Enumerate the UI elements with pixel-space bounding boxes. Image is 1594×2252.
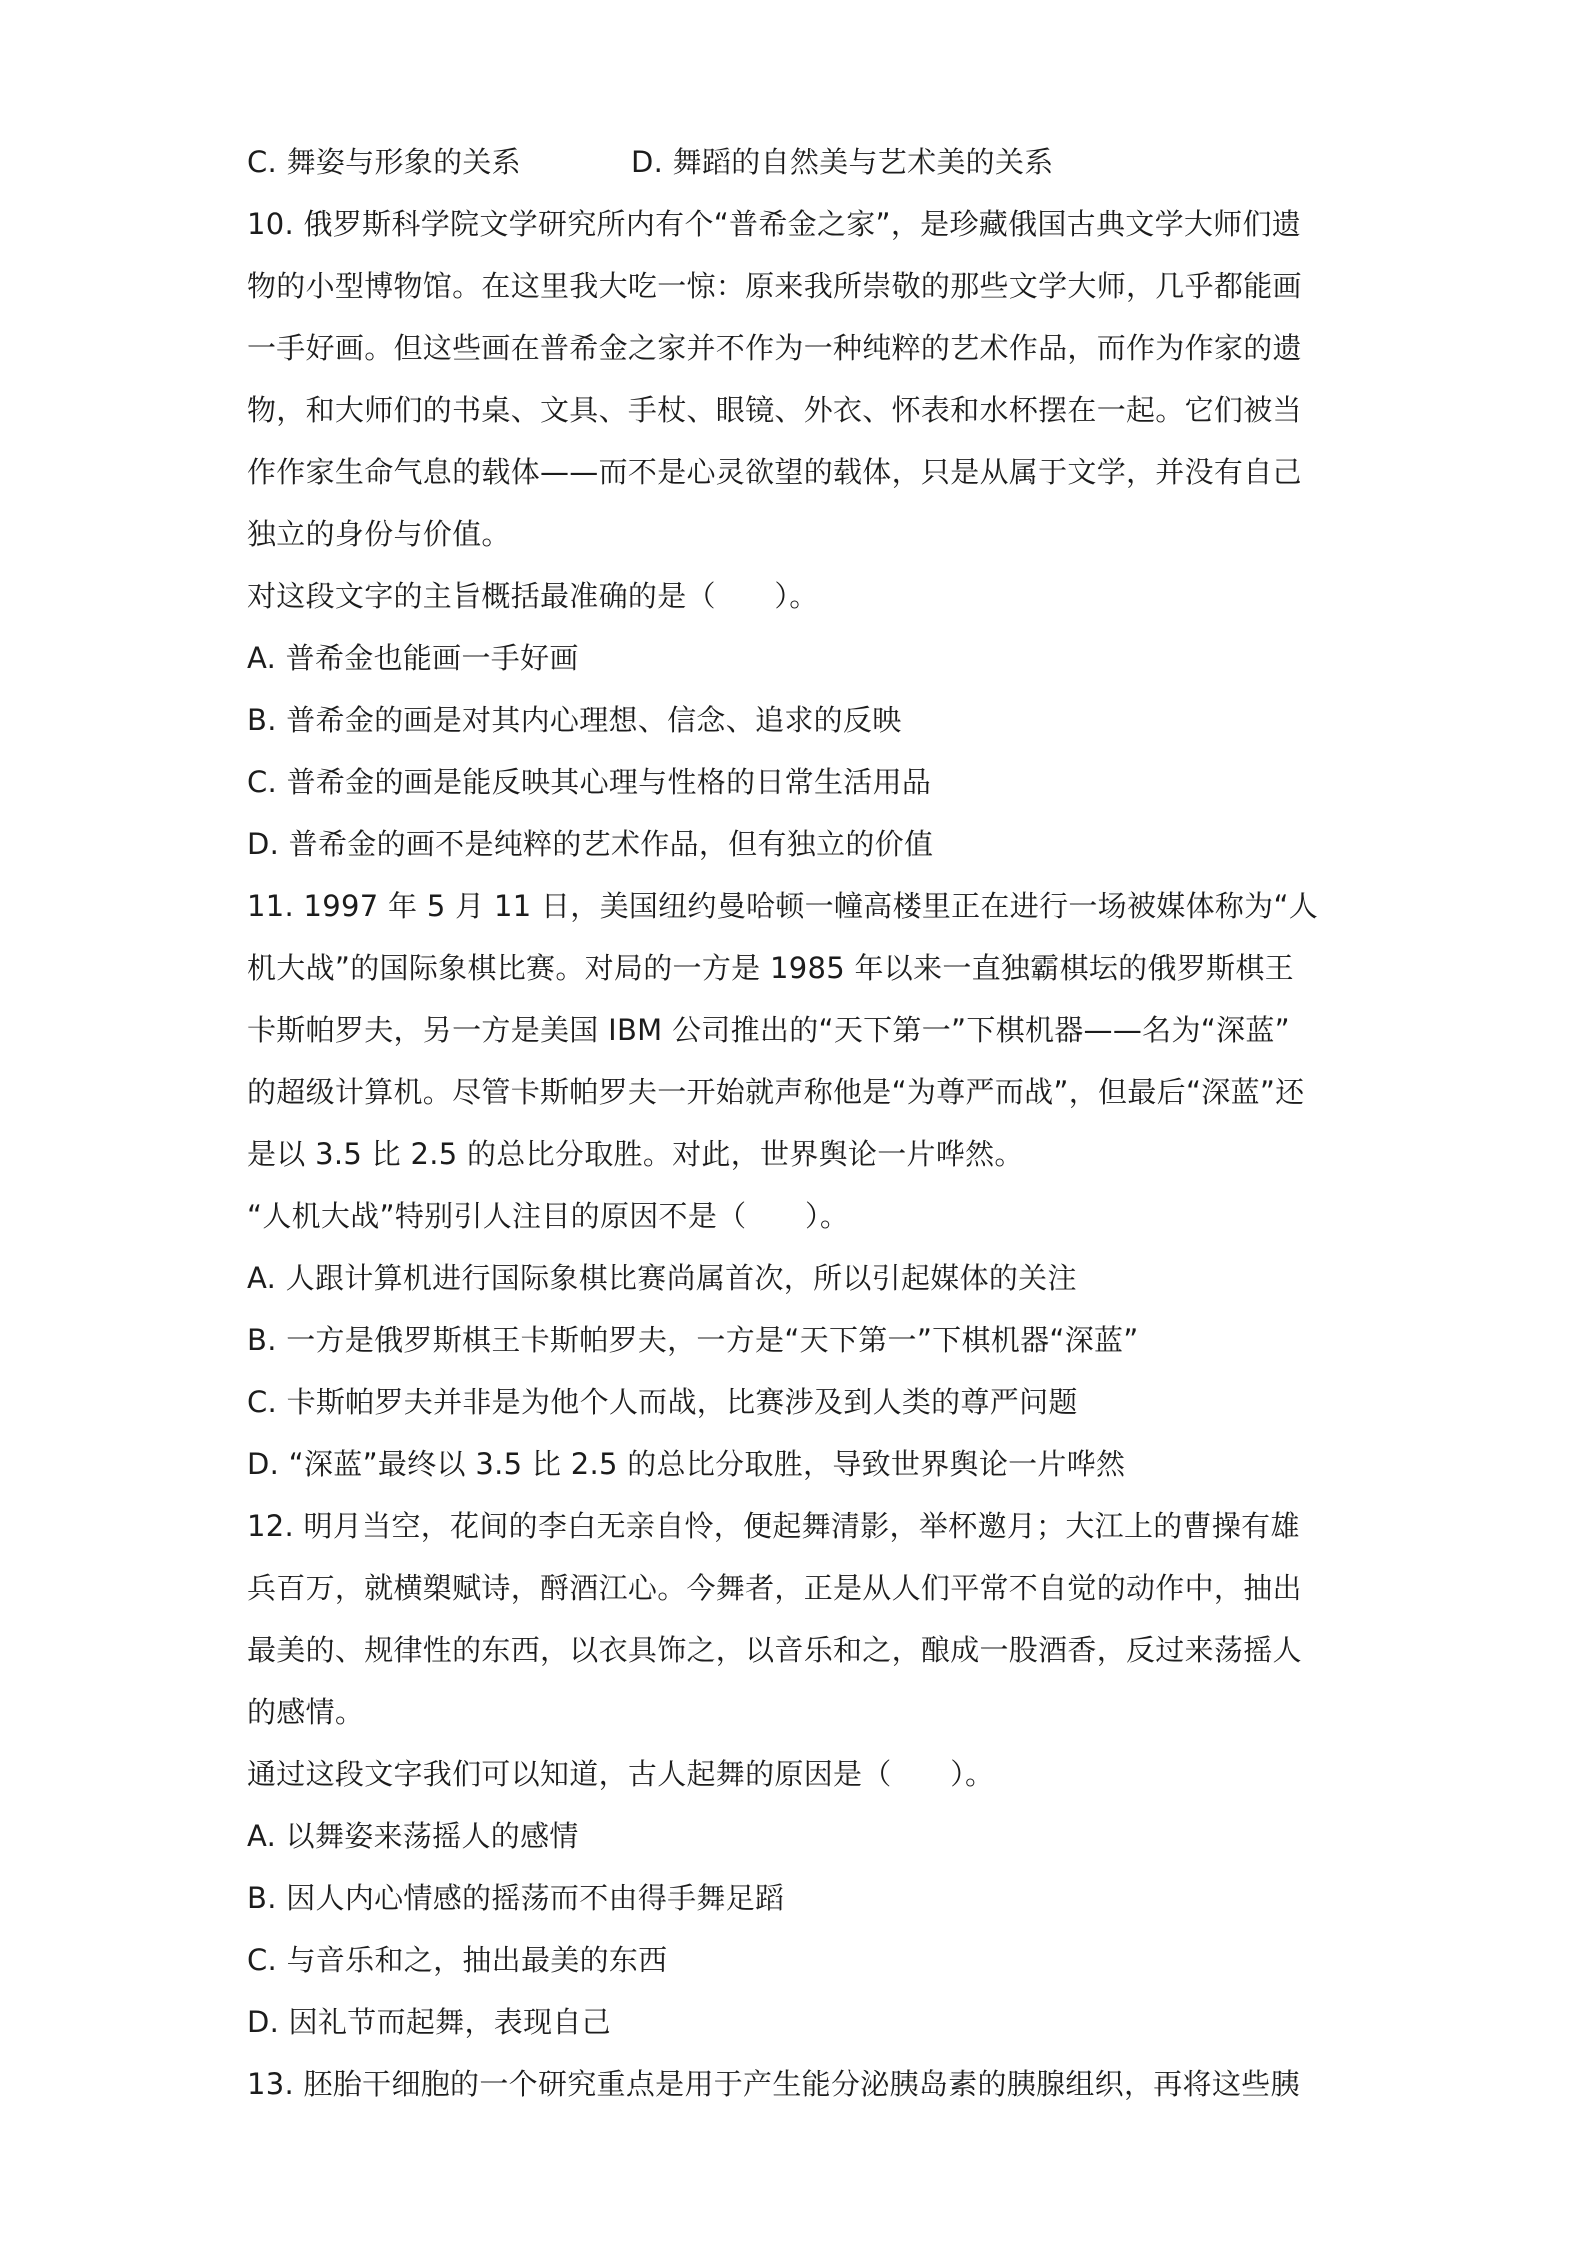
- question-11-text: 机大战”的国际象棋比赛。对局的一方是 1985 年以来一直独霸棋坛的俄罗斯棋王: [247, 951, 1294, 985]
- option-b-q12: B. 因人内心情感的摇荡而不由得手舞足蹈: [247, 1881, 785, 1915]
- question-11-prompt: “人机大战”特别引人注目的原因不是（ ）。: [247, 1199, 850, 1233]
- document-content: [247, 131, 1397, 2115]
- question-12-text: 12. 明月当空，花间的李白无亲自怜，便起舞清影，举杯邀月；大江上的曹操有雄: [247, 1509, 1300, 1543]
- question-10-text: 10. 俄罗斯科学院文学研究所内有个“普希金之家”，是珍藏俄国古典文学大师们遗: [247, 207, 1302, 241]
- question-10-prompt: 对这段文字的主旨概括最准确的是（ ）。: [247, 579, 819, 613]
- option-d-q11: D. “深蓝”最终以 3.5 比 2.5 的总比分取胜，导致世界舆论一片哗然: [247, 1447, 1126, 1481]
- question-11-text: 卡斯帕罗夫，另一方是美国 IBM 公司推出的“天下第一”下棋机器——名为“深蓝”: [247, 1013, 1291, 1047]
- question-12-prompt: 通过这段文字我们可以知道，古人起舞的原因是（ ）。: [247, 1757, 995, 1791]
- option-b-q10: B. 普希金的画是对其内心理想、信念、追求的反映: [247, 703, 902, 737]
- question-11-text: 的超级计算机。尽管卡斯帕罗夫一开始就声称他是“为尊严而战”，但最后“深蓝”还: [247, 1075, 1305, 1109]
- question-10-text: 物，和大师们的书桌、文具、手杖、眼镜、外衣、怀表和水杯摆在一起。它们被当: [247, 393, 1302, 427]
- option-a-q12: A. 以舞姿来荡摇人的感情: [247, 1819, 579, 1853]
- question-12-text: 兵百万，就横槊赋诗，酹酒江心。今舞者，正是从人们平常不自觉的动作中，抽出: [247, 1571, 1302, 1605]
- question-12-text: 最美的、规律性的东西，以衣具饰之，以音乐和之，酿成一股酒香，反过来荡摇人: [247, 1633, 1302, 1667]
- option-d-q9: D. 舞蹈的自然美与艺术美的关系: [631, 145, 1054, 179]
- option-c-q9: C. 舞姿与形象的关系: [247, 145, 521, 179]
- option-c-q12: C. 与音乐和之，抽出最美的东西: [247, 1943, 668, 1977]
- question-10-text: 物的小型博物馆。在这里我大吃一惊：原来我所崇敬的那些文学大师，几乎都能画: [247, 269, 1302, 303]
- options-row-q9: [247, 131, 1397, 193]
- option-c-q11: C. 卡斯帕罗夫并非是为他个人而战，比赛涉及到人类的尊严问题: [247, 1385, 1078, 1419]
- question-13-text: 13. 胚胎干细胞的一个研究重点是用于产生能分泌胰岛素的胰腺组织，再将这些胰: [247, 2067, 1300, 2101]
- option-a-q11: A. 人跟计算机进行国际象棋比赛尚属首次，所以引起媒体的关注: [247, 1261, 1077, 1295]
- option-a-q10: A. 普希金也能画一手好画: [247, 641, 579, 675]
- question-10-text: 独立的身份与价值。: [247, 517, 511, 551]
- question-11-text: 是以 3.5 比 2.5 的总比分取胜。对此，世界舆论一片哗然。: [247, 1137, 1024, 1171]
- option-d-q10: D. 普希金的画不是纯粹的艺术作品，但有独立的价值: [247, 827, 934, 861]
- question-10-text: 一手好画。但这些画在普希金之家并不作为一种纯粹的艺术作品，而作为作家的遗: [247, 331, 1302, 365]
- question-10-text: 作作家生命气息的载体——而不是心灵欲望的载体，只是从属于文学，并没有自己: [247, 455, 1302, 489]
- option-d-q12: D. 因礼节而起舞，表现自己: [247, 2005, 611, 2039]
- question-12-text: 的感情。: [247, 1695, 365, 1729]
- question-11-text: 11. 1997 年 5 月 11 日，美国纽约曼哈顿一幢高楼里正在进行一场被媒体称为“人: [247, 889, 1319, 923]
- option-b-q11: B. 一方是俄罗斯棋王卡斯帕罗夫，一方是“天下第一”下棋机器“深蓝”: [247, 1323, 1139, 1357]
- option-c-q10: C. 普希金的画是能反映其心理与性格的日常生活用品: [247, 765, 932, 799]
